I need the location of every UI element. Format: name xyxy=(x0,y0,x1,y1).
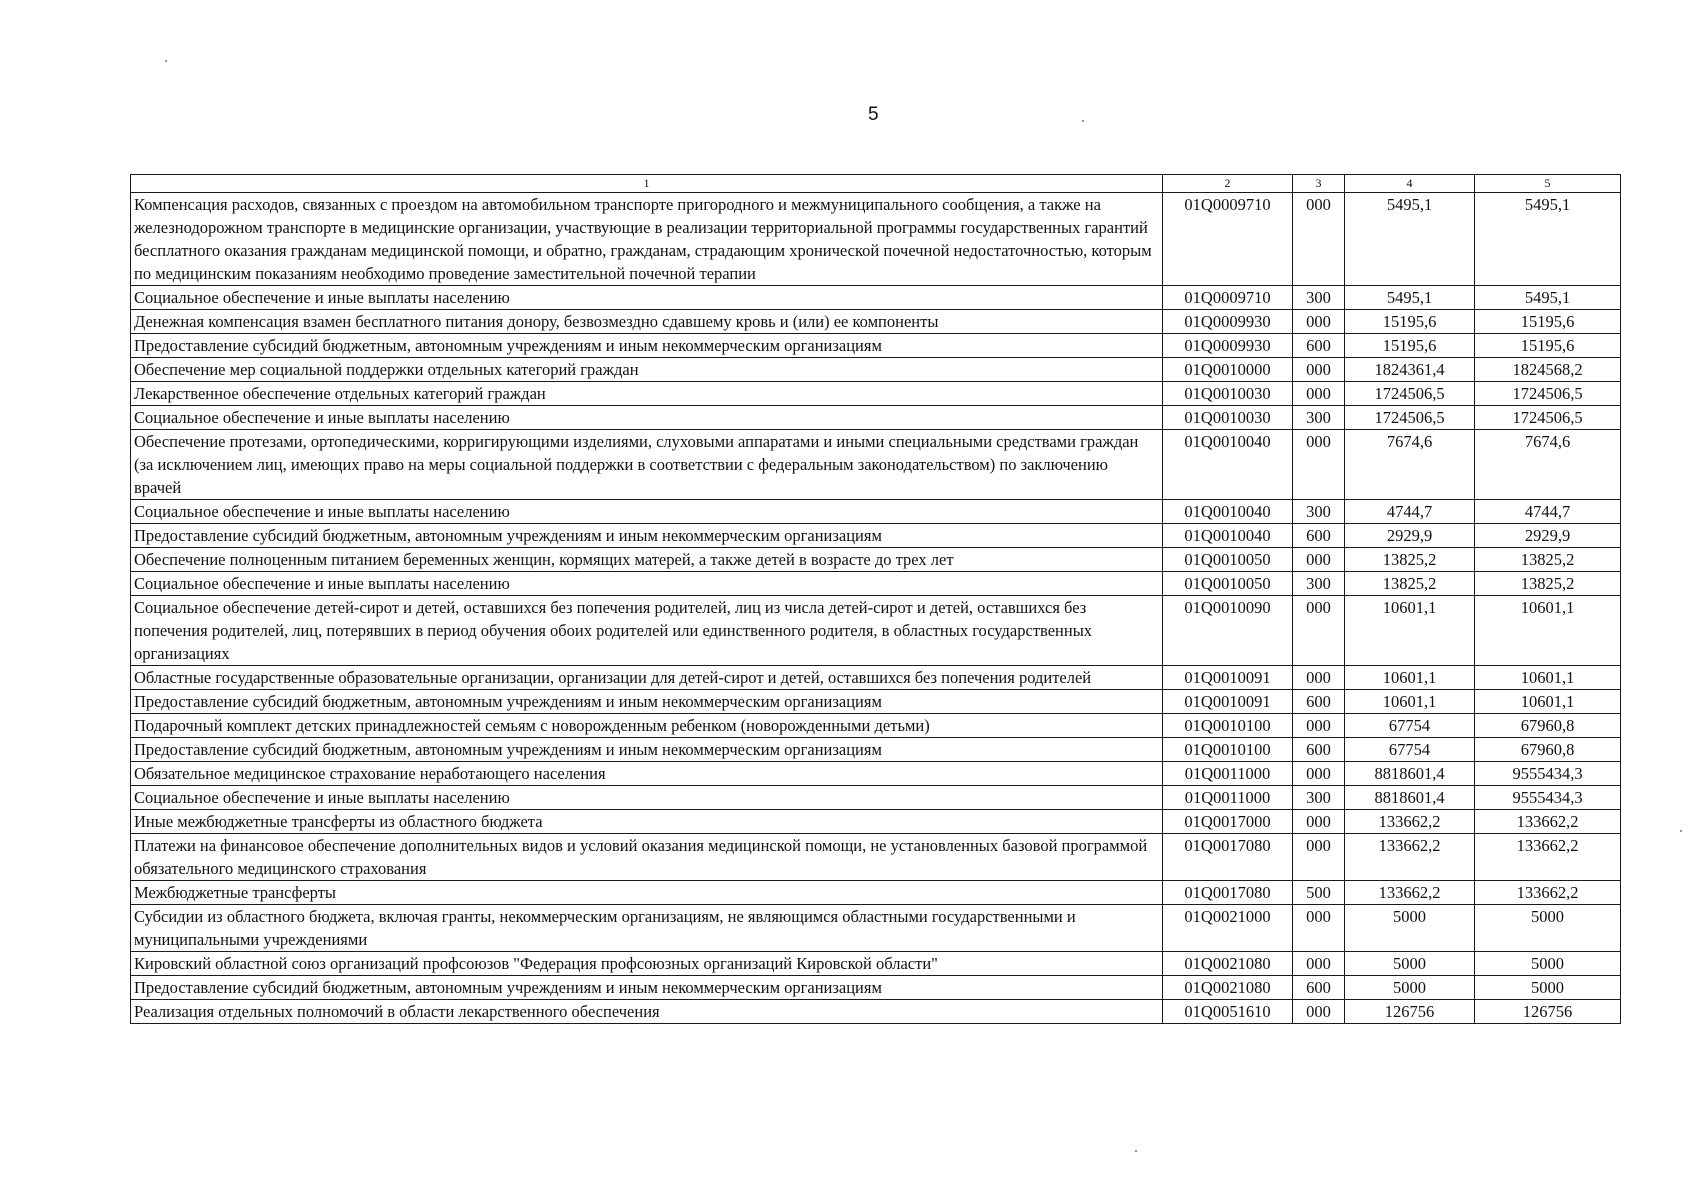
target-code-cell: 01Q0011000 xyxy=(1163,762,1293,786)
target-code-cell: 01Q0010040 xyxy=(1163,524,1293,548)
expense-type-cell: 000 xyxy=(1293,952,1345,976)
amount-year2-cell: 7674,6 xyxy=(1475,430,1621,500)
expense-type-cell: 000 xyxy=(1293,810,1345,834)
amount-year2-cell: 5000 xyxy=(1475,905,1621,952)
amount-year1-cell: 10601,1 xyxy=(1345,596,1475,666)
expense-name-cell: Областные государственные образовательные организации, организации для детей-сирот и детей, оставшихся без попечения родителей xyxy=(131,666,1163,690)
amount-year2-cell: 67960,8 xyxy=(1475,714,1621,738)
expense-type-cell: 000 xyxy=(1293,193,1345,286)
table-row xyxy=(131,193,1621,286)
target-code-cell: 01Q0009930 xyxy=(1163,334,1293,358)
table-row xyxy=(131,952,1621,976)
amount-year2-cell: 133662,2 xyxy=(1475,881,1621,905)
target-code-cell: 01Q0017000 xyxy=(1163,810,1293,834)
amount-year2-cell: 15195,6 xyxy=(1475,334,1621,358)
amount-year2-cell: 10601,1 xyxy=(1475,666,1621,690)
expense-name-cell: Социальное обеспечение и иные выплаты населению xyxy=(131,786,1163,810)
column-header: 3 xyxy=(1293,175,1345,193)
target-code-cell: 01Q0010050 xyxy=(1163,548,1293,572)
table-row xyxy=(131,572,1621,596)
expense-name-cell: Предоставление субсидий бюджетным, автономным учреждениям и иным некоммерческим организациям xyxy=(131,524,1163,548)
expense-type-cell: 600 xyxy=(1293,524,1345,548)
amount-year2-cell: 13825,2 xyxy=(1475,572,1621,596)
expense-type-cell: 500 xyxy=(1293,881,1345,905)
table-row xyxy=(131,976,1621,1000)
amount-year2-cell: 15195,6 xyxy=(1475,310,1621,334)
amount-year1-cell: 10601,1 xyxy=(1345,690,1475,714)
expense-name-cell: Подарочный комплект детских принадлежностей семьям с новорожденным ребенком (новорожденными детьми) xyxy=(131,714,1163,738)
expense-name-cell: Обеспечение протезами, ортопедическими, корригирующими изделиями, слуховыми аппаратами и иными специальными средствами граждан (за исключением лиц, имеющих право на меры социальной поддержки в соответствии с федеральным законодательством) по заключению врачей xyxy=(131,430,1163,500)
table-row xyxy=(131,382,1621,406)
amount-year2-cell: 1824568,2 xyxy=(1475,358,1621,382)
amount-year2-cell: 9555434,3 xyxy=(1475,762,1621,786)
expense-name-cell: Обязательное медицинское страхование неработающего населения xyxy=(131,762,1163,786)
target-code-cell: 01Q0010030 xyxy=(1163,382,1293,406)
amount-year1-cell: 133662,2 xyxy=(1345,810,1475,834)
expense-type-cell: 600 xyxy=(1293,976,1345,1000)
expense-name-cell: Предоставление субсидий бюджетным, автономным учреждениям и иным некоммерческим организациям xyxy=(131,976,1163,1000)
amount-year1-cell: 67754 xyxy=(1345,714,1475,738)
target-code-cell: 01Q0010050 xyxy=(1163,572,1293,596)
expense-type-cell: 000 xyxy=(1293,596,1345,666)
table-row xyxy=(131,334,1621,358)
expense-type-cell: 000 xyxy=(1293,548,1345,572)
amount-year1-cell: 67754 xyxy=(1345,738,1475,762)
amount-year2-cell: 133662,2 xyxy=(1475,810,1621,834)
target-code-cell: 01Q0010040 xyxy=(1163,430,1293,500)
amount-year1-cell: 1824361,4 xyxy=(1345,358,1475,382)
target-code-cell: 01Q0051610 xyxy=(1163,1000,1293,1024)
table-row xyxy=(131,430,1621,500)
target-code-cell: 01Q0010100 xyxy=(1163,714,1293,738)
amount-year1-cell: 8818601,4 xyxy=(1345,786,1475,810)
amount-year1-cell: 1724506,5 xyxy=(1345,406,1475,430)
table-row xyxy=(131,524,1621,548)
target-code-cell: 01Q0010040 xyxy=(1163,500,1293,524)
expense-name-cell: Социальное обеспечение и иные выплаты населению xyxy=(131,406,1163,430)
amount-year2-cell: 10601,1 xyxy=(1475,596,1621,666)
target-code-cell: 01Q0009710 xyxy=(1163,193,1293,286)
expense-name-cell: Социальное обеспечение и иные выплаты населению xyxy=(131,500,1163,524)
page-number: 5 xyxy=(868,104,879,125)
expense-type-cell: 300 xyxy=(1293,286,1345,310)
amount-year2-cell: 126756 xyxy=(1475,1000,1621,1024)
column-header: 4 xyxy=(1345,175,1475,193)
amount-year2-cell: 9555434,3 xyxy=(1475,786,1621,810)
expense-type-cell: 300 xyxy=(1293,786,1345,810)
table-row xyxy=(131,500,1621,524)
table-row xyxy=(131,286,1621,310)
amount-year2-cell: 67960,8 xyxy=(1475,738,1621,762)
amount-year2-cell: 1724506,5 xyxy=(1475,406,1621,430)
table-row xyxy=(131,786,1621,810)
table-row xyxy=(131,762,1621,786)
amount-year1-cell: 13825,2 xyxy=(1345,548,1475,572)
table-row xyxy=(131,358,1621,382)
amount-year2-cell: 5000 xyxy=(1475,952,1621,976)
expense-name-cell: Предоставление субсидий бюджетным, автономным учреждениям и иным некоммерческим организациям xyxy=(131,690,1163,714)
amount-year1-cell: 7674,6 xyxy=(1345,430,1475,500)
amount-year2-cell: 10601,1 xyxy=(1475,690,1621,714)
amount-year1-cell: 15195,6 xyxy=(1345,310,1475,334)
target-code-cell: 01Q0017080 xyxy=(1163,834,1293,881)
amount-year1-cell: 133662,2 xyxy=(1345,881,1475,905)
amount-year1-cell: 5000 xyxy=(1345,905,1475,952)
expense-name-cell: Лекарственное обеспечение отдельных категорий граждан xyxy=(131,382,1163,406)
amount-year2-cell: 133662,2 xyxy=(1475,834,1621,881)
expense-name-cell: Иные межбюджетные трансферты из областного бюджета xyxy=(131,810,1163,834)
target-code-cell: 01Q0009930 xyxy=(1163,310,1293,334)
scan-speck xyxy=(1135,1150,1137,1152)
header-row xyxy=(131,175,1621,193)
expense-type-cell: 600 xyxy=(1293,690,1345,714)
amount-year1-cell: 10601,1 xyxy=(1345,666,1475,690)
amount-year1-cell: 8818601,4 xyxy=(1345,762,1475,786)
expense-name-cell: Платежи на финансовое обеспечение дополнительных видов и условий оказания медицинской помощи, не установленных базовой программой обязательного медицинского страхования xyxy=(131,834,1163,881)
amount-year1-cell: 5495,1 xyxy=(1345,286,1475,310)
amount-year1-cell: 1724506,5 xyxy=(1345,382,1475,406)
amount-year1-cell: 5000 xyxy=(1345,952,1475,976)
expense-name-cell: Реализация отдельных полномочий в области лекарственного обеспечения xyxy=(131,1000,1163,1024)
table-row xyxy=(131,1000,1621,1024)
expense-name-cell: Компенсация расходов, связанных с проездом на автомобильном транспорте пригородного и межмуниципального сообщения, а также на железнодорожном транспорте в медицинские организации, участвующие в реализации территориальной программы государственных гарантий бесплатного оказания гражданам медицинской помощи, и обратно, гражданам, страдающим хронической почечной недостаточностью, которым по медицинским показаниям необходимо проведение заместительной почечной терапии xyxy=(131,193,1163,286)
column-header: 5 xyxy=(1475,175,1621,193)
amount-year2-cell: 5495,1 xyxy=(1475,286,1621,310)
amount-year2-cell: 4744,7 xyxy=(1475,500,1621,524)
expense-name-cell: Межбюджетные трансферты xyxy=(131,881,1163,905)
amount-year1-cell: 5000 xyxy=(1345,976,1475,1000)
expense-name-cell: Предоставление субсидий бюджетным, автономным учреждениям и иным некоммерческим организациям xyxy=(131,334,1163,358)
table-row xyxy=(131,738,1621,762)
expense-name-cell: Социальное обеспечение детей-сирот и детей, оставшихся без попечения родителей, лиц из числа детей-сирот и детей, оставшихся без попечения родителей, лиц, потерявших в период обучения обоих родителей или единственного родителя, в областных государственных организациях xyxy=(131,596,1163,666)
table-row xyxy=(131,406,1621,430)
target-code-cell: 01Q0010090 xyxy=(1163,596,1293,666)
expense-type-cell: 300 xyxy=(1293,406,1345,430)
table-row xyxy=(131,690,1621,714)
target-code-cell: 01Q0010000 xyxy=(1163,358,1293,382)
target-code-cell: 01Q0010100 xyxy=(1163,738,1293,762)
amount-year2-cell: 5000 xyxy=(1475,976,1621,1000)
table-row xyxy=(131,596,1621,666)
expense-name-cell: Обеспечение полноценным питанием беременных женщин, кормящих матерей, а также детей в возрасте до трех лет xyxy=(131,548,1163,572)
table-row xyxy=(131,666,1621,690)
scan-speck xyxy=(1680,830,1682,832)
target-code-cell: 01Q0010030 xyxy=(1163,406,1293,430)
expense-type-cell: 600 xyxy=(1293,334,1345,358)
target-code-cell: 01Q0009710 xyxy=(1163,286,1293,310)
expense-type-cell: 000 xyxy=(1293,382,1345,406)
amount-year1-cell: 126756 xyxy=(1345,1000,1475,1024)
expense-type-cell: 000 xyxy=(1293,714,1345,738)
amount-year1-cell: 2929,9 xyxy=(1345,524,1475,548)
column-header: 2 xyxy=(1163,175,1293,193)
expense-name-cell: Денежная компенсация взамен бесплатного питания донору, безвозмездно сдавшему кровь и (или) ее компоненты xyxy=(131,310,1163,334)
expense-name-cell: Социальное обеспечение и иные выплаты населению xyxy=(131,286,1163,310)
expense-name-cell: Предоставление субсидий бюджетным, автономным учреждениям и иным некоммерческим организациям xyxy=(131,738,1163,762)
expense-type-cell: 300 xyxy=(1293,572,1345,596)
expense-name-cell: Обеспечение мер социальной поддержки отдельных категорий граждан xyxy=(131,358,1163,382)
target-code-cell: 01Q0021000 xyxy=(1163,905,1293,952)
expense-name-cell: Социальное обеспечение и иные выплаты населению xyxy=(131,572,1163,596)
table-row xyxy=(131,834,1621,881)
amount-year2-cell: 2929,9 xyxy=(1475,524,1621,548)
target-code-cell: 01Q0011000 xyxy=(1163,786,1293,810)
expense-type-cell: 000 xyxy=(1293,358,1345,382)
amount-year1-cell: 13825,2 xyxy=(1345,572,1475,596)
target-code-cell: 01Q0010091 xyxy=(1163,666,1293,690)
amount-year2-cell: 1724506,5 xyxy=(1475,382,1621,406)
expense-type-cell: 000 xyxy=(1293,310,1345,334)
amount-year1-cell: 4744,7 xyxy=(1345,500,1475,524)
table-row xyxy=(131,905,1621,952)
expense-type-cell: 000 xyxy=(1293,430,1345,500)
column-header: 1 xyxy=(131,175,1163,193)
target-code-cell: 01Q0017080 xyxy=(1163,881,1293,905)
amount-year2-cell: 13825,2 xyxy=(1475,548,1621,572)
table-row xyxy=(131,881,1621,905)
amount-year1-cell: 5495,1 xyxy=(1345,193,1475,286)
target-code-cell: 01Q0021080 xyxy=(1163,952,1293,976)
table-row xyxy=(131,548,1621,572)
expense-type-cell: 000 xyxy=(1293,1000,1345,1024)
expense-type-cell: 000 xyxy=(1293,834,1345,881)
amount-year1-cell: 133662,2 xyxy=(1345,834,1475,881)
expense-name-cell: Кировский областной союз организаций профсоюзов "Федерация профсоюзных организаций Кировской области" xyxy=(131,952,1163,976)
amount-year1-cell: 15195,6 xyxy=(1345,334,1475,358)
expense-type-cell: 300 xyxy=(1293,500,1345,524)
target-code-cell: 01Q0010091 xyxy=(1163,690,1293,714)
expense-name-cell: Субсидии из областного бюджета, включая гранты, некоммерческим организациям, не являющимся областными государственными и муниципальными учреждениями xyxy=(131,905,1163,952)
table-row xyxy=(131,810,1621,834)
scan-speck xyxy=(165,60,167,62)
expense-type-cell: 000 xyxy=(1293,762,1345,786)
expense-type-cell: 000 xyxy=(1293,905,1345,952)
budget-table xyxy=(130,174,1621,1024)
table-row xyxy=(131,310,1621,334)
target-code-cell: 01Q0021080 xyxy=(1163,976,1293,1000)
amount-year2-cell: 5495,1 xyxy=(1475,193,1621,286)
expense-type-cell: 600 xyxy=(1293,738,1345,762)
scan-speck xyxy=(1082,120,1084,122)
table-row xyxy=(131,714,1621,738)
expense-type-cell: 000 xyxy=(1293,666,1345,690)
